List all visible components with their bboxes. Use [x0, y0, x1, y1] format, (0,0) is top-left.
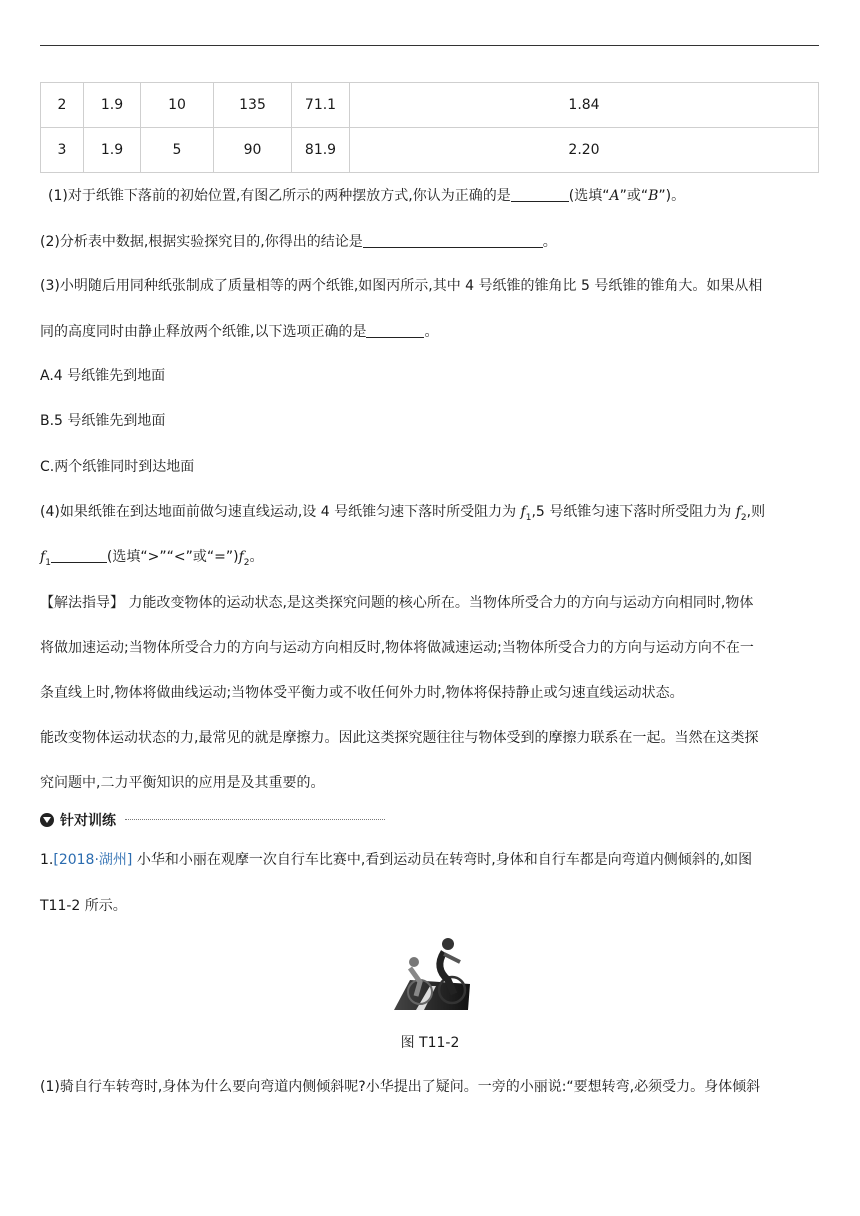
data-table: [40, 82, 819, 173]
answer-blank: [363, 233, 543, 248]
guide-line-3: 条直线上时,物体将做曲线运动;当物体受平衡力或不收任何外力时,物体将保持静止或匀速直线运动状态。: [40, 685, 684, 701]
exercise-1-line-1: [40, 850, 752, 870]
subscript: 1: [45, 557, 51, 568]
guide-line-4: 能改变物体运动状态的力,最常见的就是摩擦力。因此这类探究题往往与物体受到的摩擦力联系在一起。当然在这类探: [40, 730, 759, 746]
guide-line-1: [40, 593, 753, 613]
question-1-hint: ”或“: [619, 188, 649, 204]
question-3-line-2: [40, 322, 438, 342]
question-4-suffix: 。: [249, 549, 264, 565]
exercise-text: 小华和小丽在观摩一次自行车比赛中,看到运动员在转弯时,身体和自行车都是向弯道内侧倾斜的,如图: [132, 852, 753, 868]
table-cell: 71.1: [292, 83, 350, 128]
exercise-1-question-1: (1)骑自行车转弯时,身体为什么要向弯道内侧倾斜呢?小华提出了疑问。一旁的小丽说:“要想转弯,必须受力。身体倾斜: [40, 1079, 761, 1095]
question-3-suffix: 。: [424, 324, 439, 340]
exercise-source: [2018·湖州]: [53, 852, 133, 868]
symbol-f: f: [40, 549, 46, 565]
option-b-label: B: [648, 188, 659, 204]
question-2-text: (2)分析表中数据,根据实验探究目的,你得出的结论是: [40, 234, 363, 250]
section-title: 针对训练: [60, 813, 116, 829]
subscript: 2: [740, 512, 747, 523]
table-cell: 1.84: [350, 83, 819, 128]
cyclists-figure: [390, 932, 470, 1012]
dotted-divider: [125, 819, 385, 820]
exercise-number: 1.: [40, 852, 54, 868]
table-cell: 90: [214, 128, 292, 173]
section-heading: [40, 810, 116, 830]
answer-blank: [366, 323, 424, 338]
option-a: A.4 号纸锥先到地面: [40, 368, 166, 384]
answer-blank: [51, 548, 107, 563]
table-cell: 10: [141, 83, 214, 128]
table-cell: 2: [41, 83, 84, 128]
symbol-f: f: [238, 549, 244, 565]
guide-text: 力能改变物体的运动状态,是这类探究问题的核心所在。当物体所受合力的方向与运动方向相同时,物体: [124, 595, 754, 611]
question-4-text: ,5 号纸锥匀速下落时所受阻力为: [531, 504, 736, 520]
question-3-text: 同的高度同时由静止释放两个纸锥,以下选项正确的是: [40, 324, 367, 340]
option-a-label: A: [609, 188, 620, 204]
question-1-hint: ”)。: [658, 188, 686, 204]
guide-line-5: 究问题中,二力平衡知识的应用是及其重要的。: [40, 775, 325, 791]
question-4-text: ,则: [746, 504, 766, 520]
table-cell: 2.20: [350, 128, 819, 173]
answer-blank: [511, 187, 569, 202]
exercise-1-line-2: T11-2 所示。: [40, 898, 127, 914]
symbol-f: f: [735, 504, 741, 520]
question-4-line-1: [40, 502, 765, 528]
subscript: 2: [243, 557, 250, 568]
question-1-text: (1)对于纸锥下落前的初始位置,有图乙所示的两种摆放方式,你认为正确的是: [48, 188, 511, 204]
question-4-text: (4)如果纸锥在到达地面前做匀速直线运动,设 4 号纸锥匀速下落时所受阻力为: [40, 504, 521, 520]
question-4-line-2: [40, 547, 263, 573]
table-cell: 81.9: [292, 128, 350, 173]
symbol-f: f: [520, 504, 526, 520]
table-cell: 1.9: [84, 83, 141, 128]
guide-label: 【解法指导】: [40, 595, 124, 611]
question-3-line-1: (3)小明随后用同种纸张制成了质量相等的两个纸锥,如图丙所示,其中 4 号纸锥的锥角比 5 号纸锥的锥角大。如果从相: [40, 278, 763, 294]
table-cell: 3: [41, 128, 84, 173]
question-1-hint: (选填“: [568, 188, 610, 204]
header-rule: [40, 45, 819, 46]
question-1: [48, 186, 685, 206]
figure-caption: 图 T11-2: [400, 1035, 460, 1051]
table-row: [41, 83, 819, 128]
table-cell: 135: [214, 83, 292, 128]
triangle-down-icon: [40, 813, 54, 827]
subscript: 1: [525, 512, 532, 523]
question-4-hint: (选填“>”“<”或“=”): [106, 549, 239, 565]
option-b: B.5 号纸锥先到地面: [40, 413, 166, 429]
question-2: [40, 232, 557, 252]
table-cell: 5: [141, 128, 214, 173]
option-c: C.两个纸锥同时到达地面: [40, 459, 195, 475]
table-row: [41, 128, 819, 173]
table-cell: 1.9: [84, 128, 141, 173]
question-2-suffix: 。: [542, 234, 557, 250]
guide-line-2: 将做加速运动;当物体所受合力的方向与运动方向相反时,物体将做减速运动;当物体所受合力的方向与运动方向不在一: [40, 640, 754, 656]
